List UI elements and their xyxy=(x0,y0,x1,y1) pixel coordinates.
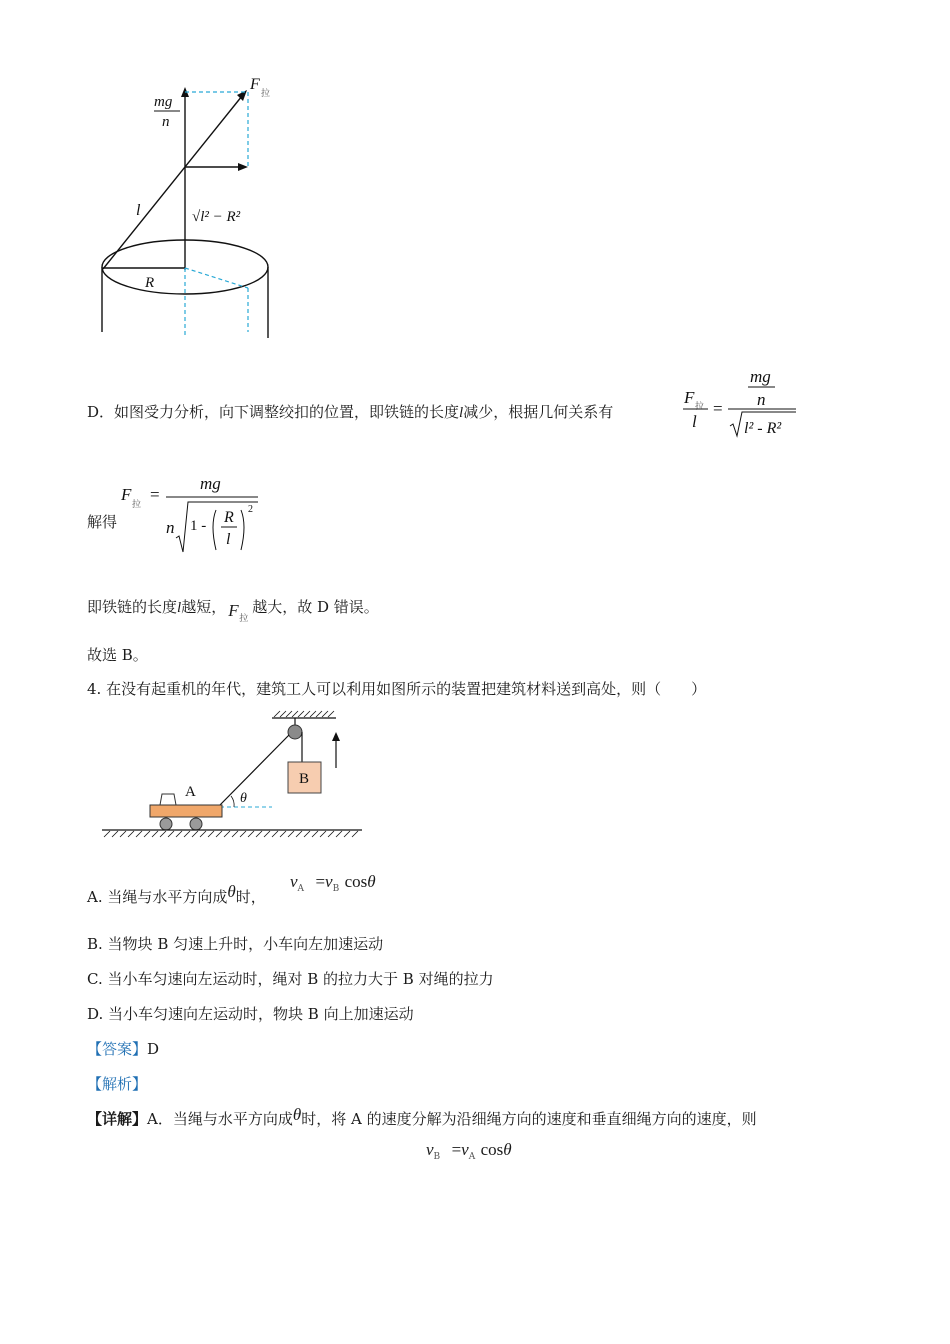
sol-one-minus: 1 - xyxy=(190,518,207,534)
d-text-2: 减少，根据几何关系有 xyxy=(463,403,614,421)
vb-formula xyxy=(426,1140,512,1160)
label-theta: θ xyxy=(240,791,247,806)
concl-text-2: 越短， xyxy=(181,598,227,616)
ratio-l: l xyxy=(692,412,697,431)
n-label: n xyxy=(162,114,170,130)
concl-F-sub: 拉 xyxy=(239,614,249,624)
R-label: R xyxy=(145,275,155,291)
sol-F: F xyxy=(121,485,132,504)
ratio-eq: = xyxy=(713,399,723,418)
option-c: C. 当小车匀速向左运动时，绳对 B 的拉力大于 B 对绳的拉力 xyxy=(87,970,494,988)
ratio-formula xyxy=(680,364,810,444)
sol-F-sub: 拉 xyxy=(132,499,142,509)
vb-v: v xyxy=(426,1140,434,1159)
ratio-n: n xyxy=(757,390,766,409)
force-diagram-figure xyxy=(90,70,290,345)
vb-theta: θ xyxy=(503,1140,512,1159)
vb-eq: = xyxy=(451,1140,462,1159)
answer-value: D xyxy=(147,1040,160,1058)
choose-b: 故选 B。 xyxy=(87,646,148,664)
analysis-tag: 【解析】 xyxy=(87,1075,148,1093)
sqrt-label: √l² − R² xyxy=(192,209,241,225)
pulley xyxy=(288,725,302,739)
concl-text-3: 越大，故 D 错误。 xyxy=(252,598,379,616)
sol-R: R xyxy=(224,509,234,526)
concl-F-letter: F xyxy=(228,601,239,620)
l-label: l xyxy=(136,202,141,219)
label-A: A xyxy=(185,784,196,800)
sol-l: l xyxy=(226,531,231,548)
sol-sq: 2 xyxy=(248,504,253,515)
opt-a-vA-sub: A xyxy=(297,884,305,894)
opt-a-text-2: 时， xyxy=(235,888,266,906)
ratio-mg: mg xyxy=(750,367,771,386)
vb-sub: B xyxy=(433,1152,441,1162)
opt-a-theta-2: θ xyxy=(367,872,376,891)
mg-label: mg xyxy=(154,94,173,110)
opt-a-text-1: A. 当绳与水平方向成 xyxy=(87,888,228,906)
sol-n: n xyxy=(166,518,175,537)
opt-a-vA: v xyxy=(290,872,298,891)
opt-a-cos: cos xyxy=(344,872,368,891)
F-sub-label: 拉 xyxy=(261,88,271,98)
answer-line xyxy=(87,1038,159,1060)
F-label: F xyxy=(250,76,260,93)
option-a xyxy=(87,882,266,908)
ratio-F: F xyxy=(684,388,695,407)
analysis-line xyxy=(87,1073,147,1095)
opt-a-theta: θ xyxy=(227,882,236,901)
option-b: B. 当物块 B 匀速上升时，小车向左加速运动 xyxy=(87,935,384,953)
rope-line xyxy=(218,735,289,807)
detail-text-1: A．当绳与水平方向成 xyxy=(147,1110,293,1128)
opt-a-vB-sub: B xyxy=(332,884,340,894)
option-d-explanation xyxy=(87,401,613,424)
opt-a-eq: = xyxy=(315,872,326,891)
label-B: B xyxy=(299,771,310,787)
concl-text-1: 即铁链的长度 xyxy=(87,598,178,616)
vb-vA: v xyxy=(461,1140,469,1159)
option-a-formula xyxy=(290,872,376,892)
question-4: 4. 在没有起重机的年代，建筑工人可以利用如图所示的装置把建筑材料送到高处，则（ ） xyxy=(87,680,707,698)
detail-tag: 【详解】 xyxy=(87,1110,148,1128)
ratio-F-sub: 拉 xyxy=(695,401,705,411)
cart-a xyxy=(150,805,222,817)
d-text-1: D．如图受力分析，向下调整绞扣的位置，即铁链的长度 xyxy=(87,403,460,421)
sol-eq: = xyxy=(150,485,160,504)
detail-theta: θ xyxy=(292,1105,302,1124)
solve-label: 解得 xyxy=(87,513,118,531)
detail-line xyxy=(87,1105,757,1130)
pulley-cart-figure xyxy=(100,708,365,843)
vb-vA-sub: A xyxy=(468,1152,476,1162)
sol-mg: mg xyxy=(200,474,221,493)
concl-l: l xyxy=(177,600,182,616)
answer-tag: 【答案】 xyxy=(87,1040,148,1058)
vb-cos: cos xyxy=(480,1140,504,1159)
detail-text-2: 时，将 A 的速度分解为沿细绳方向的速度和垂直细绳方向的速度，则 xyxy=(301,1110,757,1128)
opt-a-vB: v xyxy=(325,872,333,891)
ratio-sqrt-lr: l² - R² xyxy=(744,420,782,437)
conclusion-line xyxy=(87,596,379,624)
option-d: D. 当小车匀速向左运动时，物块 B 向上加速运动 xyxy=(87,1005,414,1023)
solution-formula xyxy=(118,470,268,560)
d-l: l xyxy=(459,405,464,421)
